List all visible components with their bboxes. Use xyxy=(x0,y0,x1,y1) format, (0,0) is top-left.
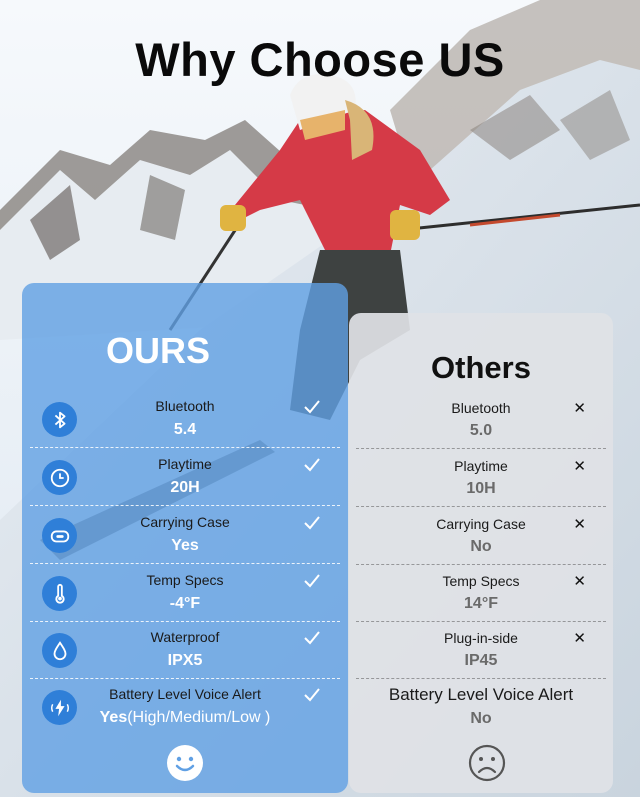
ours-heading: OURS xyxy=(105,330,210,371)
check-icon xyxy=(302,571,322,591)
ours-label: Playtime xyxy=(158,456,212,472)
ours-label: Temp Specs xyxy=(146,572,224,588)
others-label: Bluetooth xyxy=(451,400,511,416)
ours-row-voice-alert xyxy=(30,679,340,736)
others-label: Carrying Case xyxy=(436,516,526,532)
cross-icon: ✕ xyxy=(573,458,586,475)
cross-icon: ✕ xyxy=(573,630,586,647)
ours-row-waterproof xyxy=(30,622,340,679)
page-title: Why Choose US xyxy=(135,33,505,86)
check-icon xyxy=(302,397,322,417)
ours-row-bluetooth xyxy=(30,391,340,448)
cross-icon: ✕ xyxy=(573,400,586,417)
others-value: No xyxy=(470,538,492,555)
others-row xyxy=(356,622,606,679)
case-icon xyxy=(42,518,77,553)
check-icon xyxy=(302,685,322,705)
others-value: 10H xyxy=(466,480,496,497)
others-label: Temp Specs xyxy=(442,573,520,589)
ours-row-carrying-case xyxy=(30,507,340,564)
others-row xyxy=(356,450,606,507)
ours-row-temp-specs xyxy=(30,565,340,622)
others-label: Playtime xyxy=(454,458,508,474)
ours-label: Carrying Case xyxy=(140,514,230,530)
ours-row-playtime xyxy=(30,449,340,506)
others-row xyxy=(356,565,606,622)
ours-label: Bluetooth xyxy=(155,398,215,414)
clock-icon xyxy=(42,460,77,495)
check-icon xyxy=(302,455,322,475)
sad-face-icon xyxy=(468,744,506,782)
water-drop-icon xyxy=(42,633,77,668)
check-icon xyxy=(302,513,322,533)
ours-value: 20H xyxy=(170,479,200,496)
others-row xyxy=(356,392,606,449)
thermometer-icon xyxy=(42,576,77,611)
smiley-face-icon xyxy=(166,744,204,782)
ours-label: Waterproof xyxy=(150,629,220,645)
ours-value: Yes xyxy=(171,537,199,554)
ours-value: 5.4 xyxy=(173,421,197,438)
others-value: 5.0 xyxy=(469,422,493,439)
others-label: Plug-in-side xyxy=(444,630,518,646)
others-value: IP45 xyxy=(464,652,498,669)
cross-icon: ✕ xyxy=(573,516,586,533)
ours-label: Battery Level Voice Alert xyxy=(109,686,261,702)
check-icon xyxy=(302,628,322,648)
others-heading: Others xyxy=(431,350,531,385)
cross-icon: ✕ xyxy=(573,573,586,590)
others-value: No xyxy=(470,710,492,727)
others-label: Battery Level Voice Alert xyxy=(388,685,574,704)
others-row xyxy=(356,680,606,737)
others-value: 14°F xyxy=(464,595,498,612)
bluetooth-icon xyxy=(42,402,77,437)
others-row xyxy=(356,508,606,565)
ours-value: IPX5 xyxy=(167,652,203,669)
ours-value: Yes(High/Medium/Low ) xyxy=(99,709,271,726)
ours-value: -4°F xyxy=(169,595,201,612)
